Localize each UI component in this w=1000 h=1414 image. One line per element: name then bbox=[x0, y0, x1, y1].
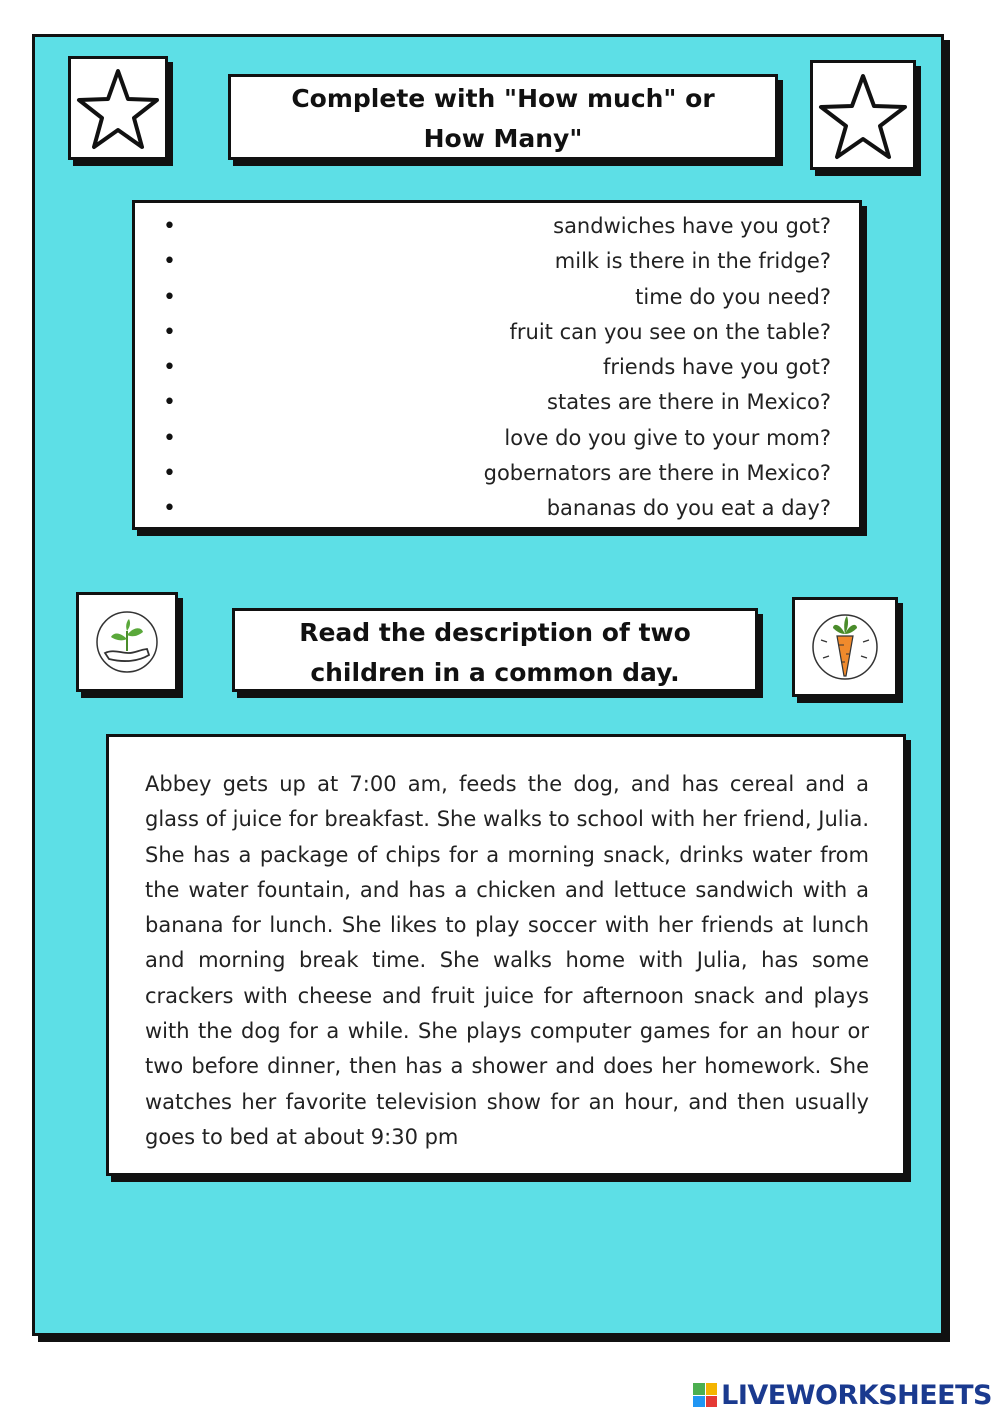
section1-title-box bbox=[228, 74, 778, 160]
question-item: • love do you give to your mom? bbox=[135, 421, 859, 456]
star-icon bbox=[71, 59, 165, 157]
question-item: • sandwiches have you got? bbox=[135, 209, 859, 244]
question-item: • milk is there in the fridge? bbox=[135, 244, 859, 279]
liveworksheets-logo bbox=[693, 1380, 992, 1410]
bullet-icon: • bbox=[163, 390, 176, 416]
bullet-icon: • bbox=[163, 425, 176, 451]
section2-title-box bbox=[232, 608, 758, 692]
question-item: • fruit can you see on the table? bbox=[135, 315, 859, 350]
plant-in-hand-icon bbox=[79, 595, 175, 689]
description-box bbox=[106, 734, 906, 1176]
section1-title: Complete with "How much" or How Many" bbox=[291, 84, 715, 153]
bullet-icon: • bbox=[163, 355, 176, 381]
question-item: • gobernators are there in Mexico? bbox=[135, 456, 859, 491]
bullet-icon: • bbox=[163, 319, 176, 345]
bullet-icon: • bbox=[163, 496, 176, 522]
questions-list bbox=[135, 209, 859, 527]
star-box-left bbox=[68, 56, 168, 160]
description-text: Abbey gets up at 7:00 am, feeds the dog, and has cereal and a glass of juice for breakfast. She walks to school with her friend, Julia. She has a package of chips for a morning snack, drinks water from the water fountain, and has a chicken and lettuce sandwich with a banana for lunch. She likes to play soccer with her friends at lunch and morning break time. She walks home with Julia, has some crackers with cheese and fruit juice for afternoon snack and plays with the dog for a while. She plays computer games for an hour or two before dinner, then has a shower and does her homework. She watches her favorite television show for an hour, and then usually goes to bed at about 9:30 pm bbox=[145, 772, 869, 1149]
carrot-icon-box bbox=[792, 597, 898, 697]
bullet-icon: • bbox=[163, 214, 176, 239]
question-item: • friends have you got? bbox=[135, 350, 859, 385]
questions-box bbox=[132, 200, 862, 530]
question-item: • time do you need? bbox=[135, 280, 859, 315]
plant-icon-box bbox=[76, 592, 178, 692]
carrot-icon bbox=[795, 600, 895, 694]
liveworksheets-logo-icon bbox=[693, 1383, 717, 1407]
section2-title: Read the description of two children in a common day. bbox=[299, 618, 691, 687]
star-icon bbox=[813, 63, 913, 167]
question-item: • states are there in Mexico? bbox=[135, 385, 859, 420]
question-item: • bananas do you eat a day? bbox=[135, 491, 859, 526]
star-box-right bbox=[810, 60, 916, 170]
brand-name: LIVEWORKSHEETS bbox=[721, 1379, 992, 1411]
bullet-icon: • bbox=[163, 249, 176, 275]
bullet-icon: • bbox=[163, 284, 176, 310]
bullet-icon: • bbox=[163, 461, 176, 487]
